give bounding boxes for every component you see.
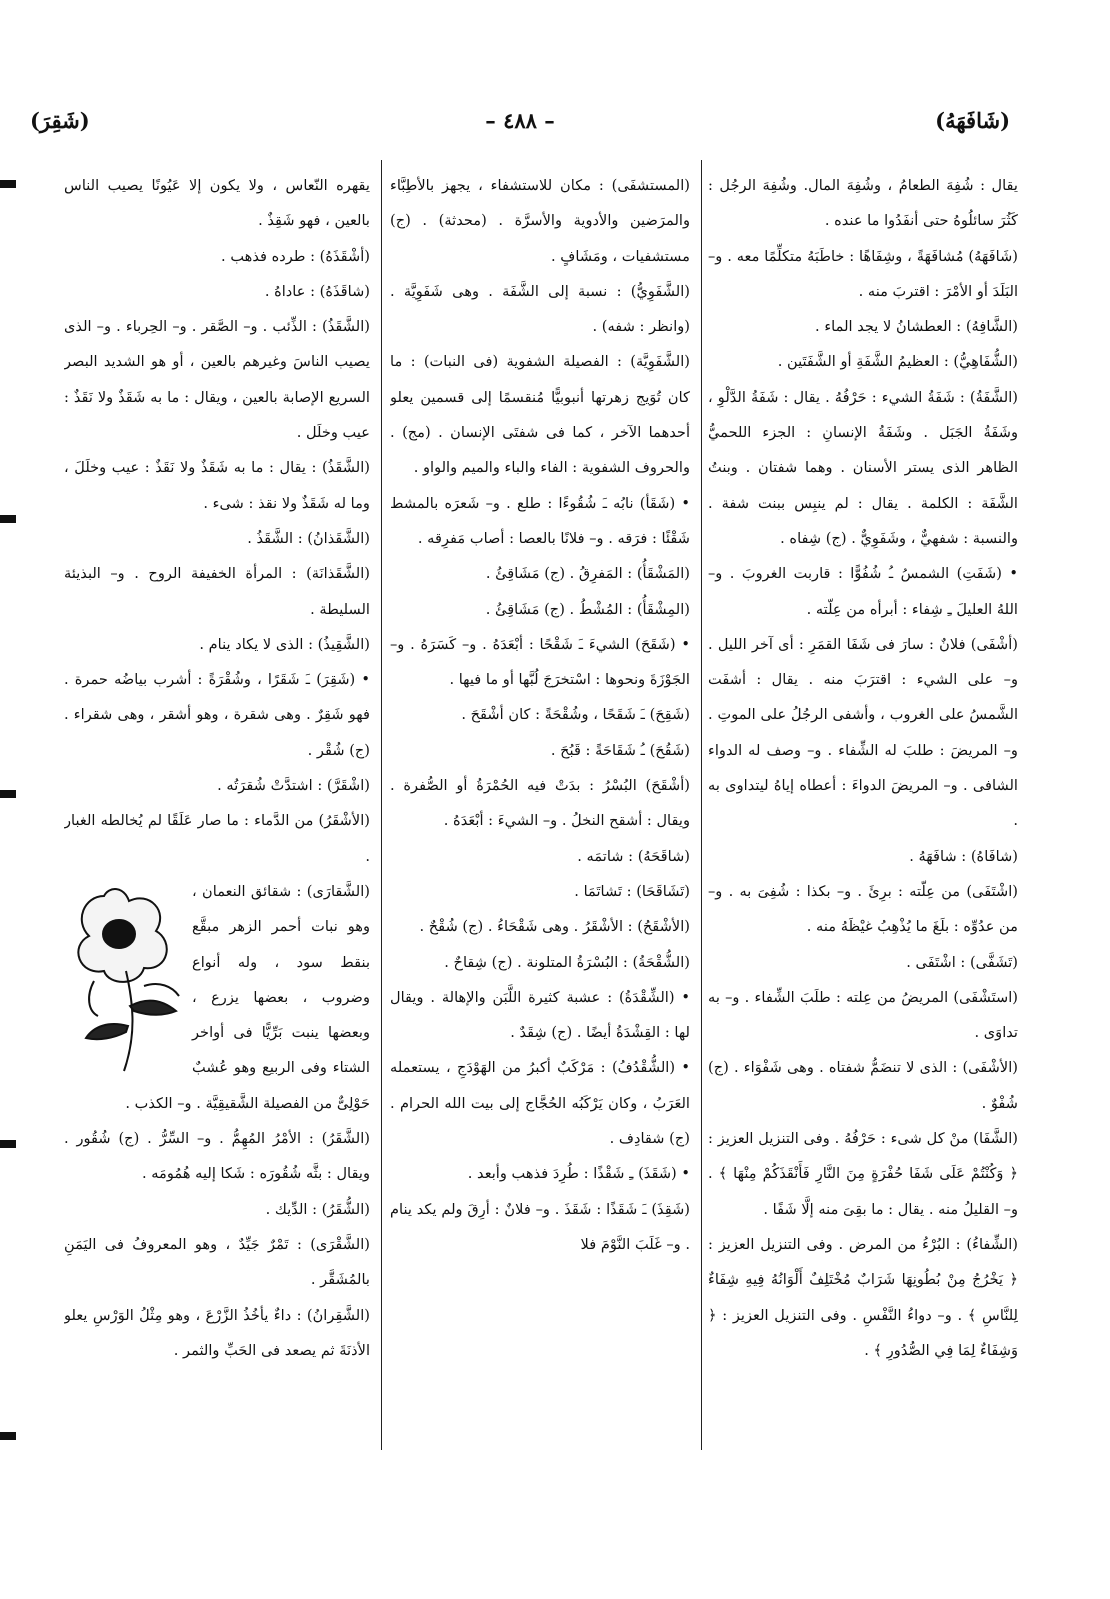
page-number: – ٤٨٨ – — [485, 108, 555, 133]
dictionary-entry: (الشِّفاءُ) : البُرْءُ من المرض . وفى التنزيل العزيز : ﴿ يَخْرُجُ مِنْ بُطُونِهَا شَرَابٌ مُخْتَلِفٌ أَلْوَانُهُ فِيهِ شِفَاءٌ لِلنَّاسِ ﴾ . و– دواءُ النَّفْسِ . وفى التنزيل العزيز : ﴿ وَشِفَاءٌ لِمَا فِي الصُّدُورِ ﴾ . — [708, 1235, 1018, 1359]
dictionary-entry: (الأشْقَرُ) من الدَّماء : ما صار عَلَقًا لم يُخالطه الغبار . — [64, 812, 370, 865]
dictionary-entry: (اشْقَرَّ) : اشتدَّتْ شُقرَتُه . — [217, 777, 370, 795]
dictionary-entry: (الشَّقَرُ) : الأمْرُ المُهِمُّ . و– السِّرُّ . (ج) شُقُور . ويقال : بثَّه شُقُورَه : شَكا إليه هُمُومَه . — [64, 1130, 370, 1183]
dictionary-entry: يقهره النّعاس ، ولا يكون إلا عَيُونًا يصيب الناس بالعين ، فهو شَقِذٌ . — [64, 177, 370, 230]
dictionary-entry: (الشَّقِيذُ) : الذى لا يكاد ينام . — [199, 635, 370, 653]
dictionary-entry: (شافَاهُ) : شافَهَهُ . — [909, 847, 1018, 865]
header-keyword-right: (شَافَهَهُ) — [935, 108, 1010, 133]
dictionary-entry: (الشَّقِرانُ) : داءٌ يأخُذُ الزَّرْعَ ، وهو مِثْلُ الوَرْسِ يعلو الأذنَةَ ثم يصعد فى الحَبِّ والثمر . — [64, 1306, 370, 1359]
dictionary-entry: (الشَّفَوِيُّ) : نسبة إلى الشَّفَة . وهى شَفَوِيَّة . (وانظر : شفه) . — [390, 282, 690, 336]
dictionary-entry: (الشَّفَوِيَّة) : الفصيلة الشفوية (فى النبات) : ما كان تُوَيج زهرتها أنبوبيًّا مُنقسمًا إلى قسمين يعلو أحدهما الآخر ، كما فى شفتَى الإنسان . (مج) . والحروف الشفوية : الفاء والباء والميم والواو . — [390, 353, 690, 477]
dictionary-entry: (شَافَهَهُ) مُشافَهَةً ، وشِفَاهًا : خاطَبَهُ متكلِّمًا معه . و– البَلَدَ أو الأمْرَ : اقتربَ منه . — [708, 247, 1018, 300]
dictionary-entry: (المستشفَى) : مكان للاستشفاء ، يجهز بالأطِبَّاء والمرَضين والأدوية والأسرَّة . (محدثة) . (ج) مستشفيات ، ومَشَافٍ . — [390, 177, 690, 265]
dictionary-entry: (أشْقَذَهُ) : طرده فذهب . — [221, 247, 370, 265]
dictionary-entry: (الشَّافِهُ) : العطشانُ لا يجد الماء . — [815, 318, 1018, 336]
dictionary-entry: (شَقِذَ) ـَ شَقَذًا : شَقَذَ . و– فلانٌ : أرِقَ ولم يكد ينام . و– غَلَبَ النَّوْمَ فلا — [390, 1200, 690, 1253]
column-right — [708, 168, 1018, 1448]
dictionary-entry: (الشَّقَذُ) : يقال : ما به شَقَذٌ ولا نَقَذٌ : عيب وخلَلَ ، وما له شَقَذٌ ولا نقذ : شىء . — [64, 459, 370, 512]
dictionary-entry: يقال : شُفِهَ الطعامُ ، وشُفِهَ المال. وشُفِهَ الرجُل : كَثُرَ سائلُوهُ حتى أنفَدُوا ما عنده . — [708, 177, 1018, 230]
dictionary-entry: (الأشْفَى) : الذى لا تنضَمُّ شفتاه . وهى شَفْوَاء . (ج) شُفْوٌ . — [708, 1059, 1018, 1112]
column-middle — [390, 168, 690, 1448]
dictionary-entry: (الأشْقَحُ) : الأشْقَرُ . وهى شَقْحَاءُ . (ج) شُقْحٌ . — [419, 918, 690, 936]
dictionary-entry: (تَشَاقَحَا) : تَشاتَمَا . — [574, 882, 690, 900]
dictionary-entry: (استَشْفَى) المريضُ من عِلته : طلَبَ الشِّفاء . و– به تداوَى . — [708, 988, 1018, 1042]
margin-tab-mark — [0, 180, 16, 188]
dictionary-entry: (الشُّقَرُ) : الدِّيك . — [265, 1200, 370, 1218]
dictionary-entry: • (شَفَتِ) الشمسُ ـُ شُفُوًّا : قاربت الغروبَ . و– اللهُ العليلَ ـِ شِفاء : أبرأه من عِلّته . — [708, 565, 1018, 618]
dictionary-entry: (شاقَحَهُ) : شاتمَه . — [577, 847, 690, 865]
dictionary-entry: (المِشْقَأُ) : المُشْطُ . (ج) مَشَاقِئُ . — [485, 600, 690, 618]
dictionary-entry: (الشَّفَةُ) : شَفَةُ الشيء : حَرْفُهُ . يقال : شَفَةُ الدَّلْوِ ، وشَفَةُ الجَبَل . وشَفَةُ الإنسانِ : الجزء اللحميُّ الظاهر الذى يستر الأسنان . وهما شفتان . وبنتُ الشَّفَة : الكلمة . يقال : لم ينبِس ببنت شفة . والنسبة : شفهيٌّ ، وشَفَوِيٌّ . (ج) شِفاه . — [708, 388, 1018, 547]
dictionary-entry: (الشَّفَا) منْ كل شىء : حَرْفُهُ . وفى التنزيل العزيز : ﴿ وَكُنْتُمْ عَلَى شَفَا حُفْرَةٍ مِنَ النَّارِ فَأَنْقَذَكُمْ مِنْهَا ﴾ . و– القليلُ منه . يقال : ما بقِىَ منه إلَّا شَفًا . — [708, 1130, 1018, 1218]
dictionary-entry: • (شَقِرَ) ـَ شَقَرًا ، وشُقْرَةً : أشرب بياضُه حمرة . فهو شَقِرٌ . وهى شقرة ، وهو أشقر ، وهى شقراء . (ج) شُقْر . — [64, 671, 370, 759]
dictionary-entry: (أشْفَى) فلانٌ : سارَ فى شَفَا القمَرِ : أى آخر الليل . و– على الشيء : اقترَبَ منه . يقال : أشفَت الشَّمسُ على الغروب ، وأشفى الرجُلُ على الموتِ . و– المريضَ : طلبَ له الشِّفاء . و– وصف له الدواء الشافى . و– المريضَ الدواءَ : أعطاه إياهُ ليتداوى به . — [708, 635, 1018, 830]
dictionary-entry: • (شَقَذَ) ـِ شَقْذًا : طُرِدَ فذهب وأبعد . — [467, 1165, 690, 1183]
dictionary-entry: (المَشْقَأُ) : المَفرِقُ . (ج) مَشَاقِئُ . — [485, 565, 690, 583]
dictionary-entry: • (شَقَأ) نابُه ـَ شُقُوءًا : طلع . و– شَعرَه بالمشط شَقْئًا : فرَقه . و– فلانًا بالعصا : أصاب مَفرِقه . — [390, 494, 690, 547]
dictionary-entry: (شَقِحَ) ـَ شَقَحًا ، وشُقْحَةً : كان أشْقَحَ . — [461, 706, 690, 724]
dictionary-entry: (شاقَذَهُ) : عاداهُ . — [264, 282, 370, 300]
dictionary-entry: (تَشَفَّى) : اشْتَفَى . — [906, 953, 1018, 971]
column-divider-left — [381, 160, 382, 1450]
dictionary-entry: (الشَّقْرَى) : تَمْرٌ جَيِّدٌ ، وهو المعروفُ فى اليَمَنِ بالمُشَقَّر . — [64, 1235, 370, 1289]
dictionary-entry: (الشَّقارَى) : شقائق النعمان ، وهو نبات أحمر الزهر مبقَّع بنقط سود ، وله أنواع وضروب ، بعضها يزرع ، وبعضها ينبت بَرِّيًّا فى أواخر الشتاء وفى الربيع وهو عُشبٌ حَوْلِىٌّ من الفصيلة الشَّقيقِيَّة . و– الكذب . — [125, 882, 370, 1112]
margin-tab-mark — [0, 515, 16, 523]
anemone-flower-illustration — [64, 876, 184, 1076]
margin-tab-mark — [0, 1140, 16, 1148]
dictionary-entry: (اشْتَفَى) من عِلّته : برِئَ . و– بكذا : شُفِىَ به . و– من عدُوِّه : بلَغَ ما يُذْهِبُ غيْظَهُ منه . — [708, 882, 1018, 936]
header-keyword-left: (شَقِرَ) — [30, 108, 90, 133]
dictionary-entry: (شَقُحَ) ـُ شَقَاحَةً : قَبُحَ . — [550, 741, 690, 759]
dictionary-entry: (الشَّقَذانُ) : الشَّقَذُ . — [247, 529, 370, 547]
column-divider-right — [701, 160, 702, 1450]
dictionary-entry: • (الشُّقْدُفُ) : مَرْكَبٌ أكبرُ من الهَوْدَجِ ، يستعمله العَرَبُ ، وكان يَرْكَبُه الحُجَّاج إلى بيت الله الحرام . (ج) شقادِف . — [390, 1059, 690, 1148]
dictionary-entry: • (شَقَحَ) الشيءَ ـَ شَقْحًا : أبْعَدَهُ . و– كَسَرَهُ . و– الجَوْزَةَ ونحوها : اسْتخرَجَ لُبَّها أو ما فيها . — [390, 635, 690, 689]
dictionary-entry: (الشَّقَذُ) : الذِّئب . و– الصَّقر . و– الحِرباء . و– الذى يصيب الناسَ وغيرهم بالعين ، أو هو الشديد البصر السريع الإصابة بالعين ، ويقال : ما به شَقَذٌ ولا نَقَذٌ : عيب وخلَل . — [64, 318, 370, 442]
page-header — [30, 108, 1010, 148]
dictionary-entry: • (الشِّقْدَةُ) : عشبة كثيرة اللَّبَن والإهالة . ويقال لها : القِشْدَةُ أيضًا . (ج) شِقَدٌ . — [390, 988, 690, 1042]
column-left — [64, 168, 370, 1448]
margin-tab-mark — [0, 1432, 16, 1440]
dictionary-entry: (الشُّفَاهِيُّ) : العظيمُ الشَّفَةِ أو الشَّفَتَين . — [777, 353, 1018, 371]
dictionary-entry: (الشَّقَذانَة) : المرأة الخفيفة الروح . و– البذيئة السليطة . — [64, 565, 370, 618]
dictionary-entry: (الشُّقْحَةُ) : البُسْرَةُ المتلونة . (ج) شِقاحٌ . — [444, 953, 690, 971]
margin-tab-mark — [0, 790, 16, 798]
dictionary-entry: (أشْقَحَ) البُسْرُ : بدَتْ فيه الحُمْرَةُ أو الصُّفرة . ويقال : أشقح النخلُ . و– الشيءَ : أبْعَدَهُ . — [390, 777, 690, 830]
